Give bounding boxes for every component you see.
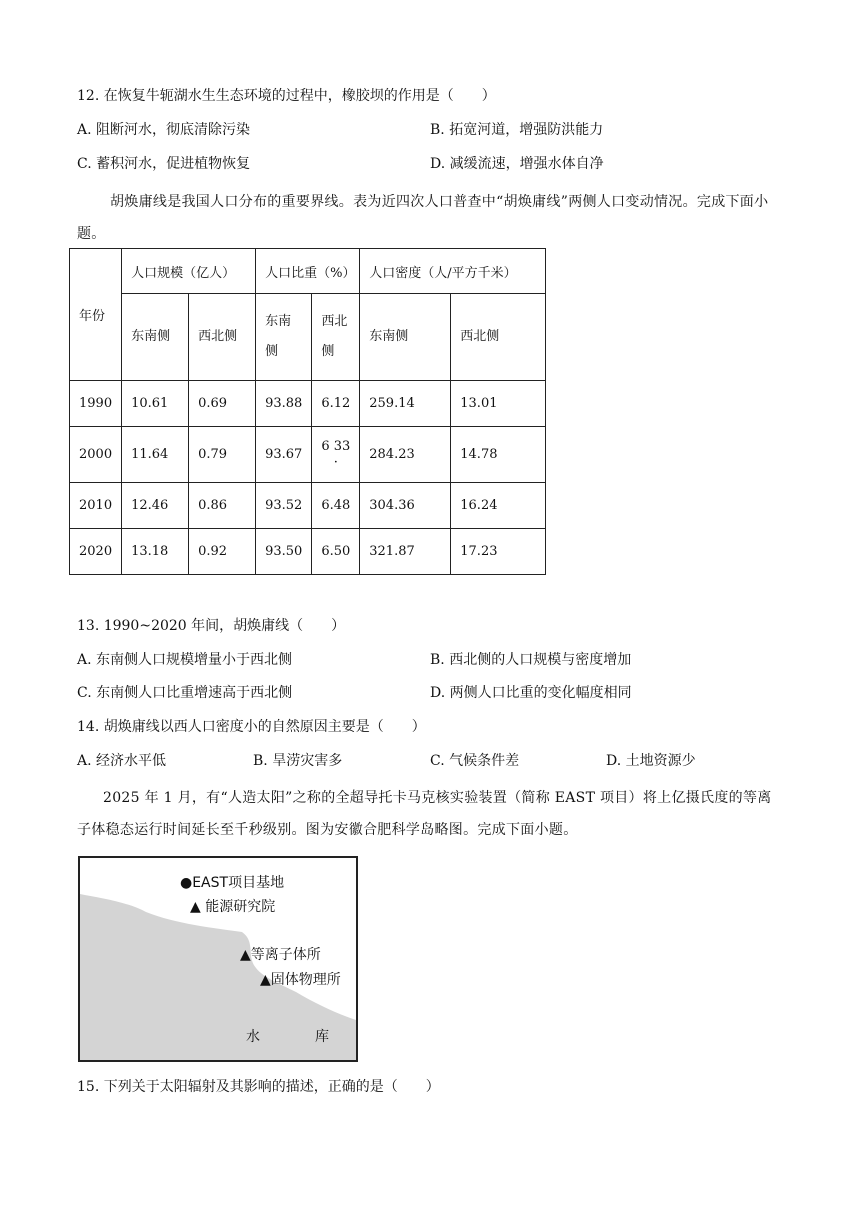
table-cell: 0.79 <box>189 427 256 483</box>
plasma-institute-label: ▲等离子体所 <box>240 947 321 963</box>
east-project-base-label: ●EAST项目基地 <box>180 875 285 891</box>
table-cell: 93.50 <box>256 529 312 575</box>
q13-stem: 13. 1990~2020 年间，胡焕庸线（ ） <box>77 618 346 634</box>
sub-header: 西北侧 <box>189 294 256 381</box>
sub-header: 西北侧 <box>312 294 360 381</box>
table-cell: 93.52 <box>256 483 312 529</box>
table-cell: 93.67 <box>256 427 312 483</box>
q13-option-a: A. 东南侧人口规模增量小于西北侧 <box>77 652 293 668</box>
table-cell: 6.50 <box>312 529 360 575</box>
table-cell: 6.12 <box>312 381 360 427</box>
q12-option-b: B. 拓宽河道，增强防洪能力 <box>430 122 604 138</box>
intro-hu-line: 胡焕庸线是我国人口分布的重要界线。表为近四次人口普查中“胡焕庸线”两侧人口变动情况。完成下面小题。 <box>77 194 769 242</box>
table-cell: 16.24 <box>451 483 546 529</box>
sub-header: 东南侧 <box>256 294 312 381</box>
table-cell: 13.01 <box>451 381 546 427</box>
sub-header: 西北侧 <box>451 294 546 381</box>
table-cell: 259.14 <box>360 381 451 427</box>
q15-stem: 15. 下列关于太阳辐射及其影响的描述，正确的是（ ） <box>77 1079 440 1095</box>
table-cell: 2010 <box>70 483 122 529</box>
q12-option-a: A. 阻断河水，彻底清除污染 <box>77 122 251 138</box>
q14-option-b: B. 旱涝灾害多 <box>253 753 343 769</box>
header-population-size: 人口规模（亿人） <box>122 249 256 294</box>
q13-option-c: C. 东南侧人口比重增速高于西北侧 <box>77 685 293 701</box>
sub-header: 东南侧 <box>122 294 189 381</box>
q14-stem: 14. 胡焕庸线以西人口密度小的自然原因主要是（ ） <box>77 719 426 735</box>
q13-option-d: D. 两侧人口比重的变化幅度相同 <box>430 685 632 701</box>
q12-stem: 12. 在恢复牛轭湖水生生态环境的过程中，橡胶坝的作用是（ ） <box>77 88 496 104</box>
table-cell: 2020 <box>70 529 122 575</box>
header-population-density: 人口密度（人/平方千米） <box>360 249 546 294</box>
table-cell: 13.18 <box>122 529 189 575</box>
table-cell: 1990 <box>70 381 122 427</box>
table-cell: 0.86 <box>189 483 256 529</box>
table-cell: 17.23 <box>451 529 546 575</box>
table-cell: 14.78 <box>451 427 546 483</box>
table-cell: 321.87 <box>360 529 451 575</box>
table-cell: 93.88 <box>256 381 312 427</box>
intro-east-project: 2025 年 1 月，有“人造太阳”之称的全超导托卡马克核实验装置（简称 EAST 项目）将上亿摄氏度的等离子体稳态运行时间延长至千秒级别。图为安徽合肥科学岛略图。完成下面小题。 <box>77 790 772 838</box>
table-cell: 0.92 <box>189 529 256 575</box>
q14-option-c: C. 气候条件差 <box>430 753 520 769</box>
science-island-map <box>78 856 358 1062</box>
q13-option-b: B. 西北侧的人口规模与密度增加 <box>430 652 632 668</box>
solid-physics-institute-label: ▲固体物理所 <box>260 972 341 988</box>
q12-option-d: D. 减缓流速，增强水体自净 <box>430 156 604 172</box>
reservoir-label-ku: 库 <box>315 1029 329 1045</box>
year-header: 年份 <box>70 249 122 381</box>
table-cell: 12.46 <box>122 483 189 529</box>
census-table <box>69 248 546 575</box>
reservoir-label-water: 水 <box>246 1029 260 1045</box>
sub-header: 东南侧 <box>360 294 451 381</box>
table-cell: 284.23 <box>360 427 451 483</box>
q14-option-a: A. 经济水平低 <box>77 753 167 769</box>
table-cell: 6.48 <box>312 483 360 529</box>
table-cell: 6 33 · <box>312 427 360 483</box>
table-cell: 304.36 <box>360 483 451 529</box>
table-cell: 10.61 <box>122 381 189 427</box>
q12-option-c: C. 蓄积河水，促进植物恢复 <box>77 156 251 172</box>
energy-institute-label: ▲ 能源研究院 <box>190 899 276 915</box>
table-cell: 2000 <box>70 427 122 483</box>
header-population-share: 人口比重（%） <box>256 249 360 294</box>
table-cell: 0.69 <box>189 381 256 427</box>
table-cell: 11.64 <box>122 427 189 483</box>
q14-option-d: D. 土地资源少 <box>606 753 696 769</box>
